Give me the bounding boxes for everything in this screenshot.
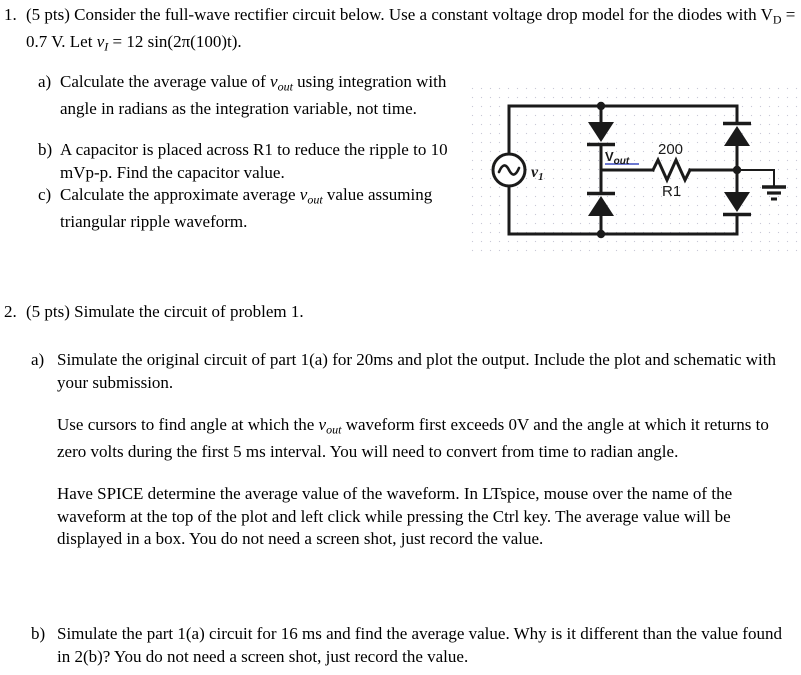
diode-d3-upper-right: [723, 124, 751, 147]
resistor-value-label: 200: [658, 141, 684, 158]
problem-2a-p1-text: Simulate the original circuit of part 1(a) for 20ms and plot the output. Include the plot and schematic with your submission.: [57, 350, 777, 392]
problem-2-marker: 2.: [4, 302, 17, 321]
problem-1-subitem-c-marker: c): [38, 185, 52, 204]
problem-2a-vout-subscript: out: [326, 422, 342, 437]
problem-1-subitem-c: [38, 184, 458, 233]
problem-1-vi-symbol: v: [96, 31, 105, 51]
resistor-r1-symbol: [653, 160, 690, 180]
resistor-name-label: R1: [662, 183, 682, 200]
problem-1-subitem-a: [38, 71, 458, 120]
problem-1-vi-subscript: I: [104, 39, 109, 54]
problem-1-text: [26, 4, 797, 58]
ground-wire: [737, 170, 774, 187]
problem-2a-paragraph-1: [57, 349, 791, 394]
ac-voltage-source-symbol: [493, 154, 525, 186]
problem-1c-text-after: value assuming triangular ripple waveform.: [60, 185, 433, 231]
problem-2b-paragraph-1: [57, 623, 791, 668]
problem-1c-text-before: Calculate the approximate average: [60, 185, 300, 204]
junction-dot-bottom: [597, 230, 605, 238]
problem-1-subitem-b-marker: b): [38, 140, 53, 159]
schematic-drawing: [468, 84, 798, 256]
problem-2a-paragraph-3: [57, 483, 791, 551]
problem-2: [4, 301, 797, 324]
problem-2a-paragraph-2: [57, 414, 791, 463]
diode-d2-lower-left: [587, 194, 615, 217]
ground-symbol: [762, 187, 786, 199]
problem-1-marker: 1.: [4, 5, 17, 24]
problem-1a-vout-symbol: v: [270, 72, 278, 91]
problem-2-subitem-b: [31, 623, 791, 668]
problem-1-subitem-c-text: [60, 184, 458, 233]
problem-2-text: (5 pts) Simulate the circuit of problem 1.: [26, 302, 304, 321]
problem-1-text-part2: = 0.7 V. Let: [26, 5, 796, 51]
problem-2-subitem-a-text: [57, 349, 791, 551]
problem-1b-text-before: A capacitor is placed across R1 to reduce the ripple to 10 mVp-p. Find the capacitor value.: [60, 140, 448, 182]
problem-2-subitem-a-marker: a): [31, 350, 45, 369]
problem-1a-vout-subscript: out: [277, 79, 293, 94]
problem-1a-text-before: Calculate the average value of: [60, 72, 271, 91]
problem-1-subitem-b-text: [60, 139, 458, 184]
schematic-wires: [509, 106, 737, 234]
problem-2a-vout-symbol: v: [318, 415, 327, 434]
problem-1a-text-after: using integration with angle in radians as the integration variable, not time.: [60, 72, 447, 118]
source-label: v1: [531, 164, 544, 183]
diode-d4-lower-right: [723, 192, 751, 215]
problem-1-vd-subscript: D: [772, 12, 782, 27]
junction-dot-top: [597, 102, 605, 110]
problem-1-text-part3: = 12 sin(2π(100)t).: [108, 31, 242, 51]
problem-2-subitem-b-marker: b): [31, 624, 46, 643]
problem-2a-p2-text-before: Use cursors to find angle at which the: [57, 415, 319, 434]
problem-1-subitem-a-marker: a): [38, 72, 52, 91]
problem-2a-p3-text: Have SPICE determine the average value of the waveform. In LTspice, mouse over the name of the waveform at the top of the plot and left click while pressing the Ctrl key. The average value will be displayed in a box. You do not need a screen shot, just record the value.: [57, 484, 733, 549]
problem-2b-p1-text: Simulate the part 1(a) circuit for 16 ms and find the average value. Why is it different than the value found in 2(b)? You do not need a screen shot, just record the value.: [57, 624, 782, 666]
node-label-vout: $V_{out}$: [605, 149, 630, 167]
problem-2-subitem-a: [31, 349, 791, 551]
problem-1-subitem-b: [38, 139, 458, 184]
problem-1-text-main: (5 pts) Consider the full-wave rectifier circuit below. Use a constant voltage drop model for the diodes with V: [26, 5, 773, 24]
problem-2a-p2-text-after: waveform first exceeds 0V and the angle at which it returns to zero volts during the first 5 ms interval. You will need to convert from time to radian angle.: [57, 415, 769, 461]
full-wave-rectifier-schematic: [468, 84, 798, 256]
diode-d1-upper-left: [587, 122, 615, 145]
problem-1c-vout-symbol: v: [299, 185, 308, 204]
junction-dot-output: [733, 166, 741, 174]
problem-1: [4, 4, 797, 58]
problem-1c-vout-subscript: out: [307, 192, 323, 207]
problem-1-subitem-a-text: [60, 71, 458, 120]
problem-2-subitem-b-text: [57, 623, 791, 668]
